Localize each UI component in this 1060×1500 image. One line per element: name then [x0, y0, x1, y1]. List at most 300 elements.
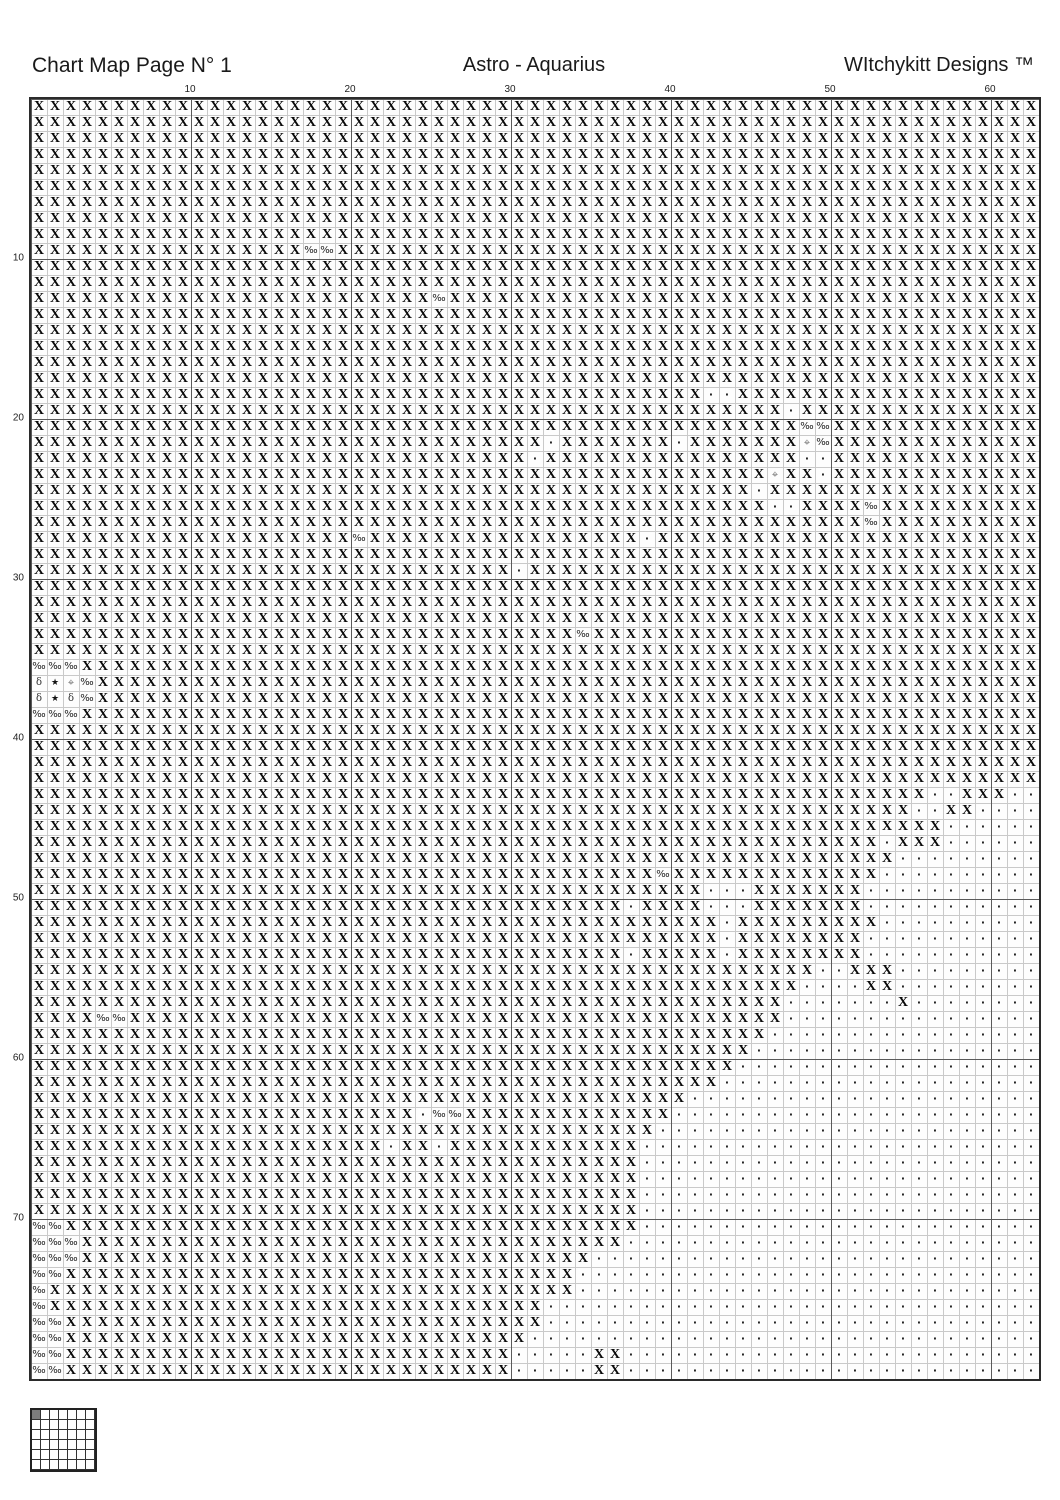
grid-cell: X [545, 1139, 557, 1154]
grid-cell: X [225, 1331, 237, 1346]
grid-cell: · [852, 1316, 858, 1329]
grid-cell: X [305, 723, 317, 738]
grid-cell: X [49, 931, 61, 946]
grid-cell: X [689, 1059, 701, 1074]
grid-cell: X [433, 659, 445, 674]
grid-cell: X [257, 1043, 269, 1058]
grid-cell: X [257, 1107, 269, 1122]
grid-cell: X [433, 979, 445, 994]
grid-cell: X [209, 899, 221, 914]
grid-cell: · [788, 1012, 794, 1025]
grid-cell: X [849, 259, 861, 274]
grid-cell: X [385, 819, 397, 834]
grid-cell: X [113, 787, 125, 802]
grid-cell: X [161, 419, 173, 434]
grid-cell: X [897, 819, 909, 834]
grid-cell: X [561, 1267, 573, 1282]
grid-cell: X [193, 963, 205, 978]
grid-cell: X [209, 595, 221, 610]
grid-cell: X [289, 851, 301, 866]
grid-cell: · [948, 900, 954, 913]
grid-cell: X [353, 547, 365, 562]
grid-cell: · [996, 868, 1002, 881]
grid-cell: X [337, 323, 349, 338]
grid-cell: X [865, 547, 877, 562]
grid-cell: X [385, 211, 397, 226]
grid-cell: ‰ [48, 661, 62, 672]
grid-cell: X [401, 627, 413, 642]
grid-cell: · [996, 1044, 1002, 1057]
grid-cell: X [897, 483, 909, 498]
grid-cell: X [961, 179, 973, 194]
grid-cell: X [209, 179, 221, 194]
grid-cell: · [980, 1332, 986, 1345]
grid-cell: X [433, 147, 445, 162]
grid-cell: X [721, 995, 733, 1010]
grid-cell: X [721, 739, 733, 754]
grid-cell: X [609, 803, 621, 818]
grid-cell: X [961, 787, 973, 802]
grid-cell: X [273, 675, 285, 690]
grid-cell: X [385, 1011, 397, 1026]
grid-cell: · [644, 1236, 650, 1249]
grid-cell: X [401, 419, 413, 434]
grid-cell: X [273, 947, 285, 962]
grid-cell: X [33, 947, 45, 962]
grid-cell: · [676, 1108, 682, 1121]
grid-cell: X [1025, 115, 1037, 130]
grid-cell: X [897, 419, 909, 434]
grid-cell: · [1012, 1252, 1018, 1265]
grid-cell: X [785, 371, 797, 386]
grid-cell: X [1025, 483, 1037, 498]
grid-cell: X [785, 99, 797, 114]
grid-cell: X [33, 243, 45, 258]
grid-cell: X [737, 851, 749, 866]
grid-cell: · [676, 1252, 682, 1265]
grid-cell: X [241, 403, 253, 418]
grid-cell: · [788, 1108, 794, 1121]
grid-cell: X [977, 163, 989, 178]
grid-cell: X [81, 1267, 93, 1282]
grid-cell: · [868, 996, 874, 1009]
grid-cell: X [193, 723, 205, 738]
grid-cell: X [289, 307, 301, 322]
grid-cell: · [708, 884, 714, 897]
grid-cell: X [417, 467, 429, 482]
grid-cell: · [756, 1348, 762, 1361]
grid-cell: X [673, 531, 685, 546]
grid-cell: X [785, 787, 797, 802]
grid-cell: X [113, 403, 125, 418]
grid-cell: X [241, 867, 253, 882]
grid-cell: X [529, 1107, 541, 1122]
grid-cell: X [337, 579, 349, 594]
grid-cell: X [913, 227, 925, 242]
grid-cell: X [401, 387, 413, 402]
grid-cell: X [49, 419, 61, 434]
grid-cell: X [321, 947, 333, 962]
grid-cell: X [577, 915, 589, 930]
grid-cell: X [449, 643, 461, 658]
grid-cell: X [353, 323, 365, 338]
grid-cell: X [353, 275, 365, 290]
grid-cell: X [913, 435, 925, 450]
grid-cell: · [676, 1332, 682, 1345]
grid-cell: X [833, 659, 845, 674]
grid-cell: X [1009, 771, 1021, 786]
grid-cell: X [961, 755, 973, 770]
grid-cell: X [769, 675, 781, 690]
grid-cell: X [385, 579, 397, 594]
grid-cell: X [705, 435, 717, 450]
grid-cell: X [753, 467, 765, 482]
grid-cell: X [801, 755, 813, 770]
grid-cell: X [737, 403, 749, 418]
grid-cell: X [321, 1187, 333, 1202]
grid-cell: X [81, 707, 93, 722]
grid-cell: X [273, 1283, 285, 1298]
grid-cell: X [513, 755, 525, 770]
grid-cell: X [337, 1267, 349, 1282]
grid-cell: X [545, 579, 557, 594]
grid-cell: X [257, 947, 269, 962]
grid-cell: X [641, 883, 653, 898]
grid-cell: X [545, 323, 557, 338]
grid-cell: X [705, 515, 717, 530]
grid-cell: X [305, 1171, 317, 1186]
grid-cell: X [129, 611, 141, 626]
grid-cell: ‰ [32, 1365, 46, 1376]
grid-cell: X [289, 659, 301, 674]
grid-cell: · [996, 1236, 1002, 1249]
grid-cell: X [273, 467, 285, 482]
grid-cell: X [801, 115, 813, 130]
grid-cell: X [113, 1171, 125, 1186]
grid-cell: X [145, 163, 157, 178]
grid-cell: X [113, 931, 125, 946]
grid-cell: X [993, 579, 1005, 594]
grid-cell: X [417, 1283, 429, 1298]
grid-cell: X [673, 243, 685, 258]
grid-cell: X [385, 1267, 397, 1282]
grid-cell: X [97, 1251, 109, 1266]
grid-cell: X [753, 1011, 765, 1026]
grid-cell: X [321, 99, 333, 114]
grid-cell: X [113, 675, 125, 690]
grid-cell: X [705, 627, 717, 642]
grid-cell: X [657, 1011, 669, 1026]
grid-cell: X [385, 451, 397, 466]
grid-cell: X [177, 899, 189, 914]
grid-cell: X [1009, 307, 1021, 322]
grid-cell: X [145, 1171, 157, 1186]
grid-cell: X [705, 851, 717, 866]
grid-cell: X [641, 179, 653, 194]
grid-cell: X [993, 755, 1005, 770]
grid-cell: X [497, 563, 509, 578]
grid-cell: X [241, 1283, 253, 1298]
grid-cell: X [641, 1107, 653, 1122]
grid-cell: X [689, 963, 701, 978]
grid-cell: X [945, 451, 957, 466]
grid-cell: X [193, 659, 205, 674]
grid-cell: X [977, 387, 989, 402]
grid-cell: · [692, 1236, 698, 1249]
grid-cell: X [801, 531, 813, 546]
grid-cell: X [961, 419, 973, 434]
grid-cell: X [353, 435, 365, 450]
grid-cell: · [612, 1300, 618, 1313]
grid-cell: X [881, 579, 893, 594]
grid-cell: X [369, 1347, 381, 1362]
grid-cell: X [673, 579, 685, 594]
grid-cell: X [977, 403, 989, 418]
grid-cell: X [753, 579, 765, 594]
grid-cell: X [849, 803, 861, 818]
grid-cell: X [609, 1011, 621, 1026]
grid-cell: X [1009, 499, 1021, 514]
grid-cell: · [980, 804, 986, 817]
grid-cell: · [900, 852, 906, 865]
grid-cell: X [721, 755, 733, 770]
grid-cell: X [769, 771, 781, 786]
grid-cell: X [273, 819, 285, 834]
grid-cell: X [257, 675, 269, 690]
grid-cell: X [801, 867, 813, 882]
grid-cell: · [964, 1060, 970, 1073]
grid-cell: X [529, 755, 541, 770]
grid-cell: · [580, 1316, 586, 1329]
grid-cell: X [369, 515, 381, 530]
grid-cell: X [593, 1123, 605, 1138]
grid-cell: X [737, 659, 749, 674]
grid-cell: X [657, 723, 669, 738]
grid-cell: X [913, 355, 925, 370]
grid-cell: X [593, 563, 605, 578]
grid-cell: · [772, 1076, 778, 1089]
grid-cell: X [273, 1267, 285, 1282]
grid-cell: · [932, 852, 938, 865]
grid-cell: X [961, 195, 973, 210]
grid-cell: X [657, 627, 669, 642]
grid-cell: X [753, 499, 765, 514]
grid-cell: X [865, 787, 877, 802]
grid-cell: · [996, 1108, 1002, 1121]
grid-cell: X [225, 659, 237, 674]
grid-cell: X [865, 675, 877, 690]
grid-cell: · [996, 1348, 1002, 1361]
grid-cell: X [961, 243, 973, 258]
grid-cell: X [657, 1091, 669, 1106]
grid-cell: X [561, 627, 573, 642]
grid-cell: X [641, 979, 653, 994]
grid-cell: · [644, 1332, 650, 1345]
grid-cell: X [65, 483, 77, 498]
grid-cell: X [785, 659, 797, 674]
grid-cell: X [753, 435, 765, 450]
grid-cell: X [897, 403, 909, 418]
grid-cell: X [113, 1107, 125, 1122]
grid-cell: X [481, 1331, 493, 1346]
grid-cell: X [513, 483, 525, 498]
grid-cell: X [257, 1267, 269, 1282]
grid-cell: X [737, 947, 749, 962]
grid-cell: · [852, 1348, 858, 1361]
grid-cell: · [932, 1156, 938, 1169]
grid-cell: X [177, 1315, 189, 1330]
grid-cell: X [689, 307, 701, 322]
grid-cell: X [145, 419, 157, 434]
grid-cell: X [625, 483, 637, 498]
grid-cell: X [577, 563, 589, 578]
grid-cell: X [897, 291, 909, 306]
grid-cell: · [660, 1332, 666, 1345]
grid-cell: X [481, 1139, 493, 1154]
grid-cell: X [481, 307, 493, 322]
grid-cell: X [1025, 227, 1037, 242]
grid-cell: X [449, 1251, 461, 1266]
grid-cell: X [1009, 627, 1021, 642]
grid-cell: X [369, 579, 381, 594]
grid-cell: X [353, 739, 365, 754]
grid-cell: X [769, 307, 781, 322]
grid-cell: X [353, 979, 365, 994]
grid-cell: X [1025, 739, 1037, 754]
grid-cell: X [593, 323, 605, 338]
grid-cell: X [785, 243, 797, 258]
grid-cell: X [465, 1299, 477, 1314]
grid-cell: X [801, 323, 813, 338]
grid-cell: X [865, 275, 877, 290]
grid-cell: X [337, 723, 349, 738]
grid-cell: X [641, 483, 653, 498]
grid-cell: X [481, 1107, 493, 1122]
grid-cell: X [337, 291, 349, 306]
grid-cell: X [801, 707, 813, 722]
grid-cell: X [353, 147, 365, 162]
grid-cell: X [625, 659, 637, 674]
grid-cell: X [673, 371, 685, 386]
grid-cell: X [673, 899, 685, 914]
grid-cell: X [353, 1059, 365, 1074]
grid-cell: X [529, 611, 541, 626]
grid-cell: · [692, 1140, 698, 1153]
grid-cell: X [465, 1043, 477, 1058]
grid-cell: · [756, 1332, 762, 1345]
grid-cell: X [417, 131, 429, 146]
grid-cell: X [833, 739, 845, 754]
grid-cell: · [1028, 1300, 1034, 1313]
grid-cell: X [145, 995, 157, 1010]
grid-cell: X [225, 819, 237, 834]
grid-cell: X [497, 915, 509, 930]
grid-cell: X [769, 995, 781, 1010]
grid-cell: · [772, 1124, 778, 1137]
grid-cell: X [241, 531, 253, 546]
grid-cell: X [897, 803, 909, 818]
grid-cell: X [545, 883, 557, 898]
grid-cell: X [657, 755, 669, 770]
grid-cell: X [609, 979, 621, 994]
grid-cell: X [849, 115, 861, 130]
grid-cell: X [257, 1299, 269, 1314]
grid-cell: X [401, 1171, 413, 1186]
grid-cell: X [529, 915, 541, 930]
grid-cell: X [849, 627, 861, 642]
grid-cell: X [657, 163, 669, 178]
grid-cell: X [65, 99, 77, 114]
grid-cell: X [673, 1075, 685, 1090]
grid-cell: X [993, 147, 1005, 162]
grid-cell: X [769, 531, 781, 546]
grid-cell: X [433, 179, 445, 194]
grid-cell: X [97, 835, 109, 850]
grid-cell: X [177, 883, 189, 898]
grid-cell: X [673, 355, 685, 370]
grid-cell: · [916, 1316, 922, 1329]
grid-cell: X [801, 851, 813, 866]
grid-cell: · [932, 996, 938, 1009]
grid-cell: X [481, 643, 493, 658]
grid-cell: X [593, 1203, 605, 1218]
grid-cell: X [337, 403, 349, 418]
grid-cell: X [529, 1011, 541, 1026]
grid-cell: · [692, 1284, 698, 1297]
grid-cell: · [788, 500, 794, 513]
grid-cell: X [497, 979, 509, 994]
grid-cell: X [161, 339, 173, 354]
grid-cell: X [257, 1235, 269, 1250]
grid-cell: X [161, 115, 173, 130]
grid-cell: · [852, 1300, 858, 1313]
grid-cell: X [209, 1315, 221, 1330]
grid-cell: X [49, 403, 61, 418]
grid-cell: X [561, 179, 573, 194]
grid-cell: X [161, 1203, 173, 1218]
grid-cell: X [257, 579, 269, 594]
grid-cell: X [993, 211, 1005, 226]
grid-cell: X [737, 787, 749, 802]
grid-cell: X [49, 739, 61, 754]
grid-cell: X [945, 179, 957, 194]
grid-cell: X [593, 963, 605, 978]
grid-cell: X [481, 899, 493, 914]
grid-cell: X [337, 867, 349, 882]
grid-cell: X [817, 291, 829, 306]
grid-cell: X [945, 723, 957, 738]
grid-cell: X [305, 323, 317, 338]
grid-cell: X [673, 995, 685, 1010]
grid-cell: X [913, 643, 925, 658]
grid-cell: X [81, 227, 93, 242]
grid-cell: · [852, 1124, 858, 1137]
grid-cell: X [465, 451, 477, 466]
grid-cell: X [289, 883, 301, 898]
grid-cell: X [417, 771, 429, 786]
grid-cell: X [113, 979, 125, 994]
grid-cell: X [641, 659, 653, 674]
grid-cell: X [913, 147, 925, 162]
grid-cell: X [737, 179, 749, 194]
grid-cell: X [433, 1027, 445, 1042]
grid-cell: X [241, 1331, 253, 1346]
grid-cell: · [564, 1348, 570, 1361]
grid-cell: X [625, 1059, 637, 1074]
grid-cell: X [897, 691, 909, 706]
grid-cell: X [385, 243, 397, 258]
grid-cell: X [337, 1011, 349, 1026]
